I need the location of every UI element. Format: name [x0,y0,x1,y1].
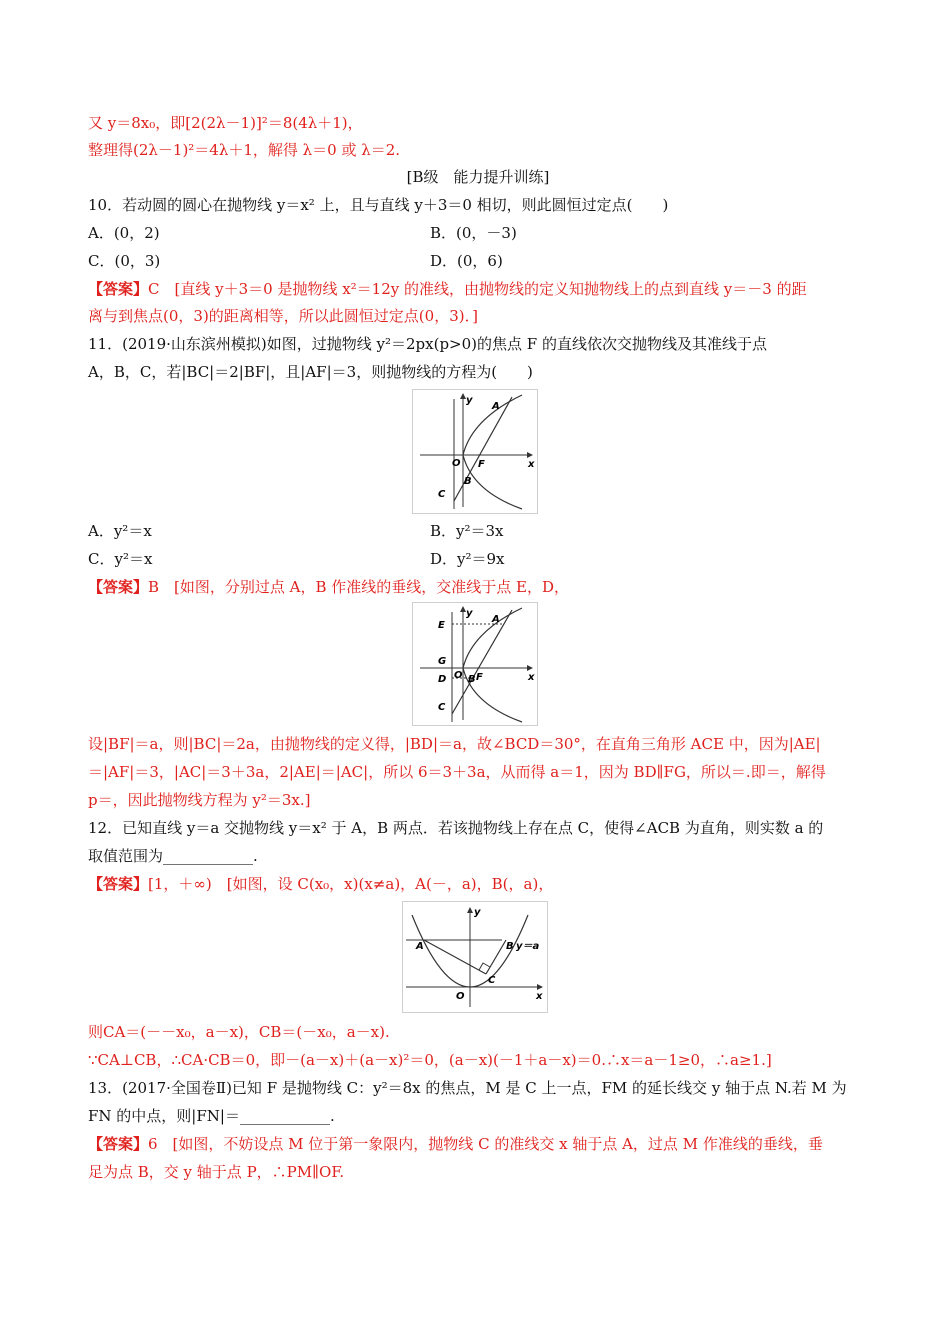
q10-answer-text-1: C [直线 y＋3＝0 是抛物线 x²＝12y 的准线，由抛物线的定义知抛物线上的点到直线 y＝－3 的距 [148,280,807,298]
label-c: C [438,489,446,500]
figure-q12 [402,901,548,1013]
y-axis-arrow [467,907,473,913]
label-x: x [536,991,543,1002]
q11-answer-line-2: 设|BF|＝a，则|BC|＝2a，由抛物线的定义得，|BD|＝a，故∠BCD＝30°，在直角三角形 ACE 中，因为|AE| [88,735,821,753]
continued-solution-line-2: 整理得(2λ－1)²＝4λ＋1，解得 λ＝0 或 λ＝2. [88,141,401,159]
label-x: x [528,672,535,683]
label-o: O [452,458,461,469]
label-c: C [488,975,496,986]
question-10: 10．若动圆的圆心在抛物线 y＝x² 上，且与直线 y＋3＝0 相切，则此圆恒过定点( ) [88,196,669,214]
label-y: y [466,395,473,406]
label-o: O [454,670,463,681]
x-axis-arrow [537,984,543,990]
label-b: B [464,476,472,487]
q10-option-c: C．(0，3) [88,252,161,270]
q13-answer-text-1: 6 [如图，不妨设点 M 位于第一象限内，抛物线 C 的准线交 x 轴于点 A，过点 M 作准线的垂线，垂 [148,1135,823,1153]
label-x: x [528,459,535,470]
q11-answer-line-1 [88,576,868,598]
x-axis-arrow [527,452,533,458]
q11-answer-line-4: p＝，因此抛物线方程为 y²＝3x.] [88,791,311,809]
q12-answer-line-3: ∵CA⊥CB，∴CA·CB＝0，即－(a－x)＋(a－x)²＝0，(a－x)(－1＋a－x)＝0.∴x＝a－1≥0，∴a≥1.] [88,1051,772,1069]
q10-answer-line-2: 离与到焦点(0，3)的距离相等，所以此圆恒过定点(0，3)．] [88,307,478,325]
label-y: y [466,608,473,619]
x-axis-arrow [527,665,533,671]
q13-answer-line-1 [88,1133,868,1155]
q11-option-c: C．y²＝x [88,550,153,568]
q11-answer-text-1: B [如图，分别过点 A，B 作准线的垂线，交准线于点 E，D， [148,578,570,596]
label-f: F [478,459,485,470]
label-a: A [492,401,500,412]
section-title: [B级 能力提升训练] [406,168,550,186]
answer-tag: 【答案】 [88,280,149,298]
figure-q11-answer [412,602,538,726]
q11-option-d: D．y²＝9x [430,550,505,568]
q10-option-d: D．(0，6) [430,252,503,270]
q13-answer-line-2: 足为点 B，交 y 轴于点 P，∴PM∥OF. [88,1163,345,1181]
segment-ac [424,940,486,974]
answer-tag: 【答案】 [88,578,149,596]
figure-frame [403,902,548,1013]
label-g: G [438,656,447,667]
q11-answer-line-3: ＝|AF|＝3，|AC|＝3＋3a，2|AE|＝|AC|，所以 6＝3＋3a，从而得 a＝1，因为 BD∥FG，所以＝.即＝，解得 [88,763,826,781]
question-13-line-1: 13．(2017·全国卷Ⅱ)已知 F 是抛物线 C：y²＝8x 的焦点，M 是 C 上一点，FM 的延长线交 y 轴于点 N.若 M 为 [88,1079,847,1097]
label-line-y-a: y＝a [516,941,540,952]
label-a: A [492,614,500,625]
segment-bc [486,940,506,974]
label-c: C [438,702,446,713]
q12-answer-line-2: 则CA＝(－－x₀，a－x)，CB＝(－x₀，a－x). [88,1023,390,1041]
label-o: O [456,991,465,1002]
label-d: D [438,674,447,685]
q10-option-a: A．(0，2) [88,224,160,242]
question-12-line-1: 12．已知直线 y＝a 交抛物线 y＝x² 于 A，B 两点．若该抛物线上存在点 C，使得∠ACB 为直角，则实数 a 的 [88,819,824,837]
question-13-line-2: FN 的中点，则|FN|＝____________. [88,1107,335,1125]
question-11-line-1: 11．(2019·山东滨州模拟)如图，过抛物线 y²＝2px(p>0)的焦点 F 的直线依次交抛物线及其准线于点 [88,335,767,353]
q10-option-b: B．(0，－3) [430,224,517,242]
question-11-line-2: A，B，C，若|BC|＝2|BF|，且|AF|＝3，则抛物线的方程为( ) [88,363,533,381]
label-y: y [474,907,481,918]
label-a: A [416,941,424,952]
figure-frame [413,603,538,726]
question-12-line-2: 取值范围为____________. [88,847,258,865]
continued-solution-line-1: 又 y＝8x₀，即[2(2λ－1)]²＝8(4λ＋1)， [88,114,363,132]
focal-line [452,610,512,714]
q11-option-b: B．y²＝3x [430,522,504,540]
q12-answer-line-1 [88,873,868,895]
label-b: B [468,674,476,685]
answer-tag: 【答案】 [88,875,149,893]
label-f: F [476,672,483,683]
q10-answer-line-1 [88,278,868,300]
figure-frame [413,390,538,514]
figure-q11 [412,389,538,514]
answer-tag: 【答案】 [88,1135,149,1153]
q12-answer-text-1: [1，＋∞) [如图，设 C(x₀，x)(x≠a)，A(－，a)，B(，a)， [148,875,554,893]
parabola-curve [463,395,522,509]
label-e: E [438,620,445,631]
q11-option-a: A．y²＝x [88,522,152,540]
label-b: B [506,941,514,952]
parabola-curve [463,608,522,722]
